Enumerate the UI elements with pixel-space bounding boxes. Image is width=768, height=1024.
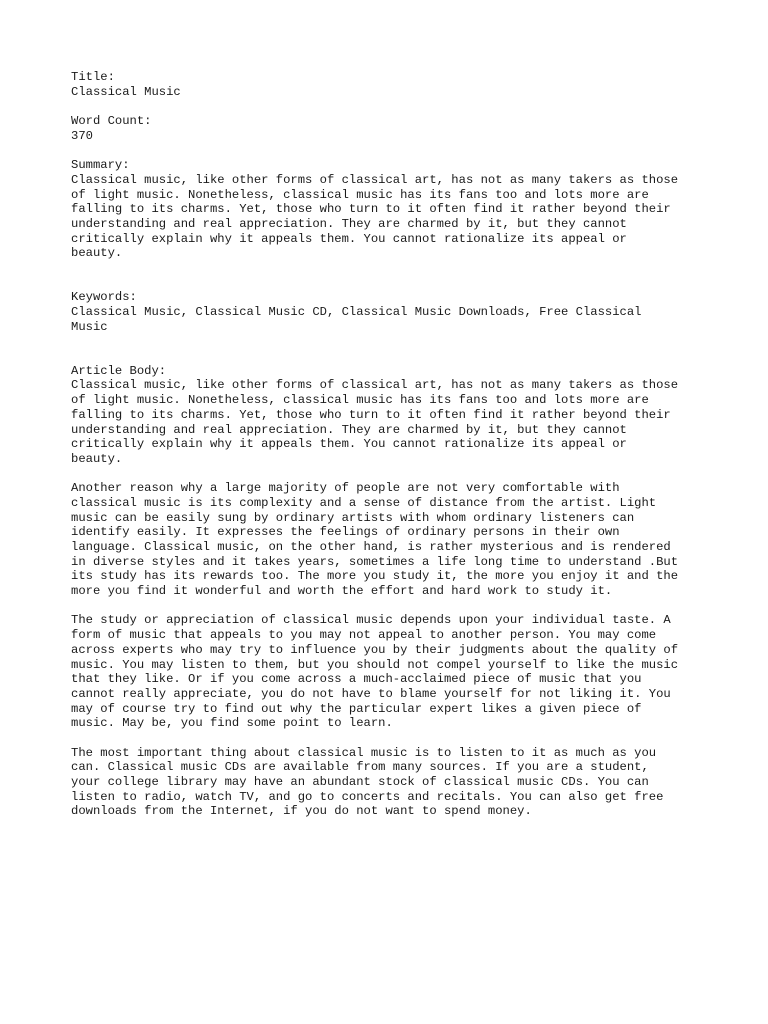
body-line: identify easily. It expresses the feelings of ordinary persons in their own	[71, 525, 620, 540]
word-count-value: 370	[71, 128, 93, 143]
keywords-line: Classical Music, Classical Music CD, Classical Music Downloads, Free Classical	[71, 305, 642, 319]
summary-line: of light music. Nonetheless, classical music has its fans too and lots more are	[71, 187, 649, 202]
keywords-label: Keywords:	[71, 290, 137, 305]
keywords-line: Music	[71, 319, 108, 334]
summary-line: Classical music, like other forms of classical art, has not as many takers as those	[71, 172, 679, 187]
body-line: across experts who may try to influence you by their judgments about the quality of	[71, 642, 679, 657]
body-line: of light music. Nonetheless, classical music has its fans too and lots more are	[71, 393, 649, 408]
summary-line: understanding and real appreciation. They are charmed by it, but they cannot	[71, 216, 627, 231]
title-label: Title:	[71, 70, 115, 84]
blank-line	[71, 276, 731, 291]
blank-line	[71, 467, 731, 482]
blank-line	[71, 261, 731, 276]
body-line: critically explain why it appeals them. You cannot rationalize its appeal or	[71, 437, 627, 452]
body-line: cannot really appreciate, you do not have to blame yourself for not liking it. You	[71, 686, 671, 701]
body-line: language. Classical music, on the other hand, is rather mysterious and is rendered	[71, 540, 671, 554]
body-line: listen to radio, watch TV, and go to concerts and recitals. You can also get free	[71, 789, 664, 804]
summary-line: critically explain why it appeals them. You cannot rationalize its appeal or	[71, 231, 627, 246]
body-line: beauty.	[71, 451, 123, 466]
blank-line	[71, 349, 731, 364]
article-body-label: Article Body:	[71, 363, 167, 378]
blank-line	[71, 599, 731, 614]
summary-line: beauty.	[71, 246, 123, 261]
body-line: can. Classical music CDs are available from many sources. If you are a student,	[71, 760, 649, 775]
word-count-label: Word Count:	[71, 114, 152, 129]
body-line: music can be easily sung by ordinary artists with whom ordinary listeners can	[71, 510, 635, 525]
body-line: falling to its charms. Yet, those who turn to it often find it rather beyond their	[71, 407, 671, 422]
blank-line	[71, 143, 731, 158]
blank-line	[71, 731, 731, 746]
body-line: The study or appreciation of classical music depends upon your individual taste. A	[71, 613, 671, 628]
body-line: understanding and real appreciation. They are charmed by it, but they cannot	[71, 422, 627, 437]
body-line: downloads from the Internet, if you do not want to spend money.	[71, 804, 532, 819]
body-line: The most important thing about classical music is to listen to it as much as you	[71, 745, 657, 760]
blank-line	[71, 334, 731, 349]
body-line: your college library may have an abundant stock of classical music CDs. You can	[71, 775, 649, 789]
body-line: music. You may listen to them, but you should not compel yourself to like the music	[71, 657, 679, 672]
summary-label: Summary:	[71, 158, 130, 173]
body-line: may of course try to find out why the particular expert likes a given piece of	[71, 701, 642, 716]
body-line: Classical music, like other forms of classical art, has not as many takers as those	[71, 378, 679, 393]
body-line: in diverse styles and it takes years, sometimes a life long time to understand .But	[71, 554, 679, 569]
body-line: that they like. Or if you come across a much-acclaimed piece of music that you	[71, 672, 642, 687]
body-line: music. May be, you find some point to learn.	[71, 716, 393, 731]
document-text	[71, 70, 731, 819]
body-line: its study has its rewards too. The more you study it, the more you enjoy it and the	[71, 569, 679, 584]
blank-line	[71, 99, 731, 114]
summary-line: falling to its charms. Yet, those who turn to it often find it rather beyond their	[71, 202, 671, 217]
body-line: classical music is its complexity and a sense of distance from the artist. Light	[71, 495, 657, 510]
body-line: Another reason why a large majority of people are not very comfortable with	[71, 481, 620, 496]
title-value: Classical Music	[71, 84, 181, 99]
body-line: form of music that appeals to you may not appeal to another person. You may come	[71, 628, 657, 643]
body-line: more you find it wonderful and worth the effort and hard work to study it.	[71, 584, 613, 599]
